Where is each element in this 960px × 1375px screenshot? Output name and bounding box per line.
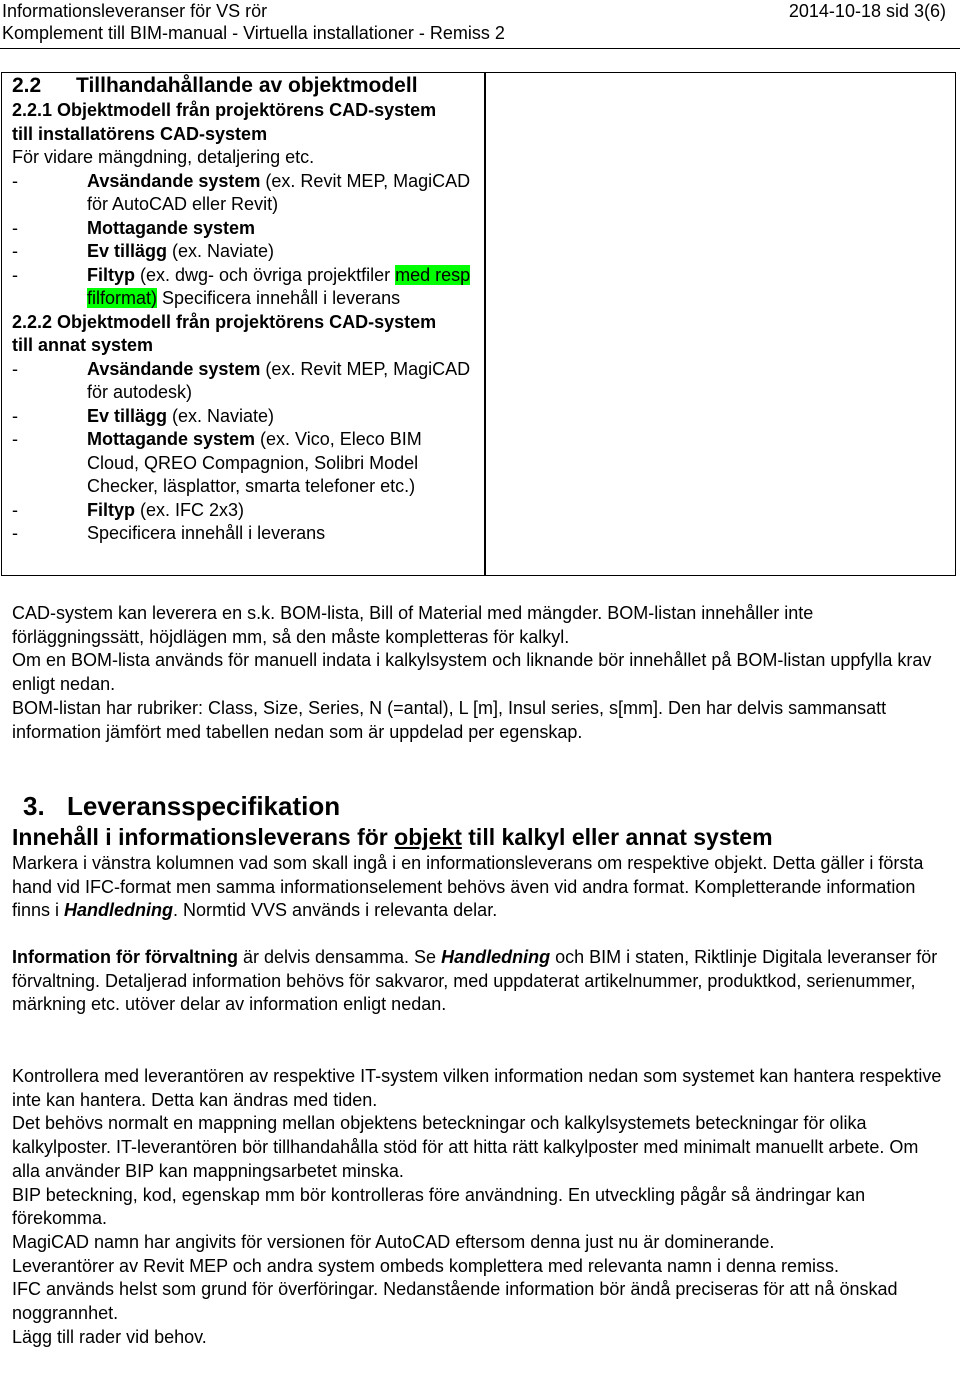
table-left-cell xyxy=(12,73,477,546)
header-rule xyxy=(0,48,960,49)
s1-item xyxy=(12,264,477,311)
list-bold: Avsändande system xyxy=(87,170,261,191)
section-3-title: Leveransspecifikation xyxy=(67,791,341,821)
list-dash: - xyxy=(12,429,18,449)
header-title: Informationsleveranser för VS rör xyxy=(2,1,268,21)
list-dash: - xyxy=(12,405,18,426)
section-3-paragraph-1 xyxy=(12,852,947,923)
subtitle-post: till kalkyl eller annat system xyxy=(461,824,773,850)
s2-item xyxy=(12,358,477,405)
list-rest: (ex. Naviate) xyxy=(167,405,275,426)
bom-line: CAD-system kan leverera en s.k. BOM-lista, Bill of Material med mängder. BOM-listan innehåller inte förläggningssätt, höjdlägen mm, så den måste kompletteras för kalkyl. xyxy=(12,603,814,647)
final-line: MagiCAD namn har angivits för versionen för AutoCAD eftersom denna just nu är dominerande. xyxy=(12,1231,775,1252)
subsection-2-2-1-intro: För vidare mängdning, detaljering etc. xyxy=(12,147,315,167)
s2-item xyxy=(12,428,477,499)
list-text xyxy=(87,170,477,217)
final-line: IFC används helst som grund för överföringar. Nedanstående information bör ändå preciseras för att nå önskad noggrannhet. xyxy=(12,1279,898,1324)
subsection-2-2-2-list xyxy=(12,358,477,546)
list-bold: Mottagande system xyxy=(87,429,256,449)
subsection-2-2-1-title: 2.2.1 Objektmodell från projektörens CAD-system till installatörens CAD-system xyxy=(12,100,437,144)
bom-paragraph xyxy=(12,602,947,744)
s2-item xyxy=(12,499,477,523)
header-date-page: 2014-10-18 sid 3(6) xyxy=(788,1,946,21)
subsection-2-2-1-list xyxy=(12,170,477,311)
final-paragraph xyxy=(12,1065,947,1349)
list-dash: - xyxy=(12,217,18,238)
s1-item xyxy=(12,217,477,241)
p2-bold: Information för förvaltning xyxy=(12,947,238,967)
list-after: Specificera innehåll i leverans xyxy=(157,288,401,308)
list-bold: Mottagande system xyxy=(87,217,256,238)
p1-text: Markera i vänstra kolumnen vad som skall ingå i en informationsleverans om respektive objekt. Detta gäller i första hand vid IFC-format men samma informationselement behövs även vid andra format. Kompletterande information finns i xyxy=(12,853,924,921)
list-rest: (ex. Revit MEP, MagiCAD för AutoCAD eller Revit) xyxy=(87,170,471,214)
section-3-number: 3. xyxy=(23,791,45,821)
list-rest: Specificera innehåll i leverans xyxy=(87,523,326,543)
section-3-subtitle xyxy=(12,824,773,851)
list-dash: - xyxy=(12,241,18,261)
list-text xyxy=(87,405,477,429)
list-dash: - xyxy=(12,170,18,191)
section-title: Tillhandahållande av objektmodell xyxy=(76,74,418,97)
list-rest: (ex. Vico, Eleco BIM Cloud, QREO Compagnion, Solibri Model Checker, läsplattor, smarta telefoner etc.) xyxy=(87,429,422,496)
final-line: Det behövs normalt en mappning mellan objektens beteckningar och kalkylsystemets beteckningar för olika kalkylposter. IT-leverantören bör tillhandahålla stöd för att hitta rätt kalkylposter med minimalt manuellt arbete. Om alla använder BIP kan mappningsarbetet minska. xyxy=(12,1113,919,1181)
list-bold: Filtyp xyxy=(87,264,135,285)
list-bold: Filtyp xyxy=(87,499,135,520)
list-text xyxy=(87,358,477,405)
bom-line: Om en BOM-lista används för manuell indata i kalkylsystem och liknande bör innehållet på BOM-listan uppfylla krav enligt nedan. xyxy=(12,650,932,695)
s2-item xyxy=(12,522,477,546)
list-bold: Avsändande system xyxy=(87,358,261,379)
subtitle-underlined: objekt xyxy=(394,824,462,850)
p2-text-end: och BIM i staten, Riktlinje Digitala leveranser för förvaltning. Detaljerad information behövs för sakvaror, med uppdaterat artikelnummer, produktkod, serienummer, märkning etc. utöver delar av information enligt nedan. xyxy=(12,947,938,1015)
subtitle-pre: Innehåll i informationsleverans för xyxy=(12,824,395,850)
list-text xyxy=(87,217,477,241)
section-2-2-heading xyxy=(12,73,477,99)
list-text xyxy=(87,264,477,311)
list-text xyxy=(87,499,477,523)
list-rest: (ex. dwg- och övriga projektfiler xyxy=(135,264,396,285)
list-dash: - xyxy=(12,358,18,379)
final-line: Kontrollera med leverantören av respektive IT-system vilken information nedan som systemet kan hantera respektive inte kan hantera. Detta kan ändras med tiden. xyxy=(12,1066,942,1110)
list-dash: - xyxy=(12,499,18,520)
section-3-paragraph-2 xyxy=(12,946,947,1017)
list-text xyxy=(87,428,477,499)
subsection-2-2-2-title: 2.2.2 Objektmodell från projektörens CAD-system till annat system xyxy=(12,311,437,355)
final-line: Lägg till rader vid behov. xyxy=(12,1326,207,1347)
bom-line: BOM-listan har rubriker: Class, Size, Series, N (=antal), L [m], Insul series, s[mm]. Den har delvis sammansatt information jämfört med tabellen nedan som är uppdelad per egenskap. xyxy=(12,697,887,742)
p2-text: är delvis densamma. Se xyxy=(237,947,442,967)
list-text xyxy=(87,522,477,546)
highlighted-text: med resp filformat) xyxy=(87,264,471,308)
table-column-divider xyxy=(484,73,486,575)
header-subtitle: Komplement till BIM-manual - Virtuella installationer - Remiss 2 xyxy=(2,23,505,43)
s2-item xyxy=(12,405,477,429)
p2-handledning: Handledning xyxy=(441,947,551,967)
list-rest: (ex. IFC 2x3) xyxy=(135,499,245,520)
section-3-heading xyxy=(23,791,340,822)
final-line: Leverantörer av Revit MEP och andra system ombeds komplettera med relevanta namn i denna remiss. xyxy=(12,1255,840,1276)
s1-item xyxy=(12,240,477,264)
p1-handledning: Handledning xyxy=(64,900,174,921)
list-rest: (ex. Revit MEP, MagiCAD för autodesk) xyxy=(87,358,471,402)
list-bold: Ev tillägg xyxy=(87,241,168,261)
s1-item xyxy=(12,170,477,217)
list-dash: - xyxy=(12,523,18,543)
list-bold: Ev tillägg xyxy=(87,405,168,426)
final-line: BIP beteckning, kod, egenskap mm bör kontrolleras före användning. En utveckling pågår så ändringar kan förekomma. xyxy=(12,1184,866,1229)
section-number: 2.2 xyxy=(12,74,42,97)
list-text xyxy=(87,240,477,264)
list-rest: (ex. Naviate) xyxy=(167,241,275,261)
p1-text-end: . Normtid VVS används i relevanta delar. xyxy=(173,900,498,921)
list-dash: - xyxy=(12,264,18,285)
objektmodell-table xyxy=(1,72,956,576)
